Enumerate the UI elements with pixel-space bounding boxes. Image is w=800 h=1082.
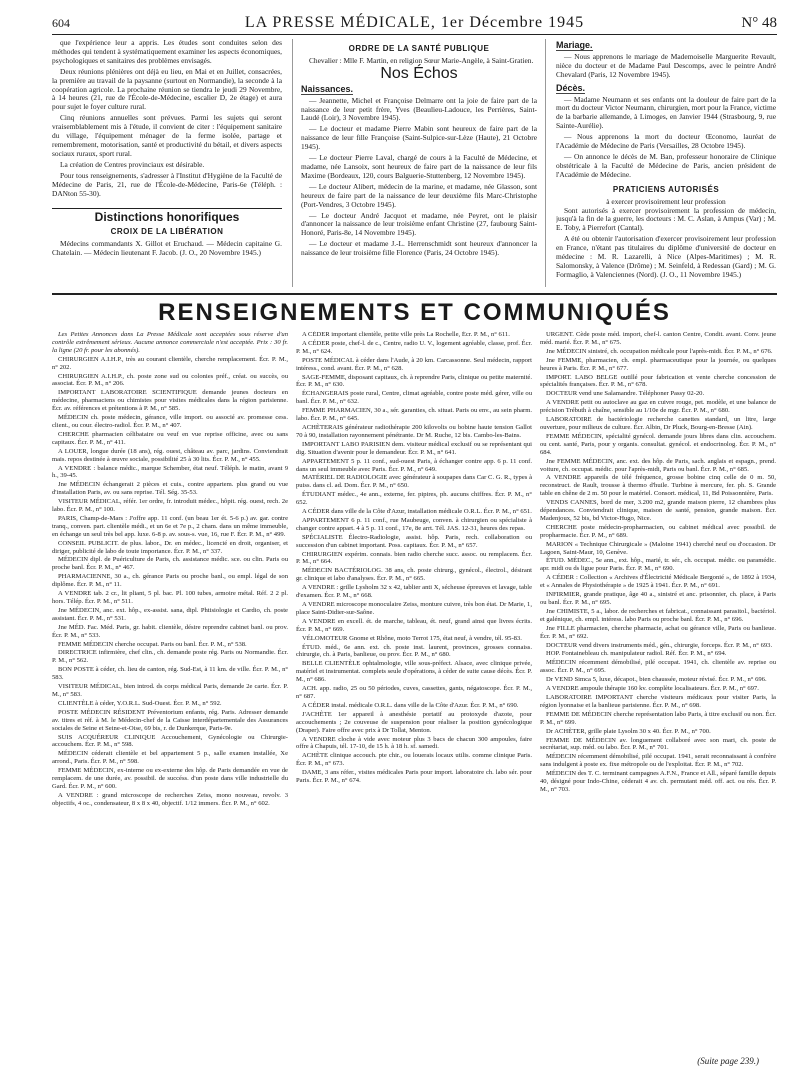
birth-notice: — Jeannette, Michel et Françoise Delmarre ont la joie de faire part de la naissance de leur petit frère, Yves (Beaulieu-Ladouce, les Perrières, Saint-Laudé (Loir), 3 Novembre 1945).	[301, 95, 537, 123]
classified-ad: ÉTUD. MÉDEC., 5e ann., ext. hôp., marié, tr. sér., ch. occupat. médic. ou paramédic. apr. midi ou ds ligue pour Paris. Écr. P. M., n° 690.	[540, 557, 776, 573]
classified-ad: CHIRURGIEN A.I.H.P., ch. poste zone sud ou colonies préf., créat. ou succès, ou associat. Écr. P. M., n° 206.	[52, 372, 288, 388]
classified-ad: A VENDRE appareils de télé fréquence, grosse bobine cinq celle de 0 m. 50, reconstruct. de Rault, trousse à thermo d'huile. Turbine à mercure, fer. ph. S. Grande table en chêne de 2 m. 50 pour le matériel. Consort. médical, 11, Bd Poissonnière, Paris.	[540, 474, 776, 498]
birth-notice: — Le docteur et madame Pierre Mabin sont heureux de faire part de la naissance de leur fille Françoise (Saint-Sulpice-sur-Lèze (Haute), 21 Octobre 1945).	[301, 124, 537, 152]
classified-ad: VÉLOMOTEUR Gnome et Rhône, moto Terrot 175, état neuf, à vendre, tél. 95-83.	[302, 634, 522, 642]
death-notice: — Madame Neumann et ses enfants ont la douleur de faire part de la mort du docteur Victor Neumann, chirurgien, mort pour la France, victime de la barbarie allemande, à Limoges, en Janvier 1944 (Strasbourg, 9, rue Sainte-Aurélie).	[556, 94, 776, 131]
classified-ad: MÉDECIN BACTÉRIOLOG. 38 ans, ch. poste chirurg., gynécol., électrol., désirant gr. clinique et labo d'analyses. Écr. P. M., n° 665.	[296, 567, 532, 583]
croix-text: Médecins commandants X. Gillot et Eruchaud. — Médecin capitaine G. Chatelain. — Médecin lieutenant F. Jacob. (J. O., 20 Novembre 1945.)	[52, 239, 282, 258]
classified-ad: ÉCHANGERAIS poste rural, Centre, climat agréable, contre poste méd. gérer, ville ou banl. Écr. P. M., n° 632.	[296, 390, 532, 406]
classified-ad: Jne FILLE pharmacien, cherche pharmacie, achat ou gérance ville, Paris ou banlieue. Écr. P. M., n° 692.	[540, 624, 776, 640]
classified-ad: Jne FEMME, pharmacien, ch. empl. pharmaceutique pour la journée, ou quelques heures à Paris. Écr. P. M., n° 677.	[540, 356, 776, 372]
classified-ad: SAGE-FEMME, disposant capitaux, ch. à reprendre Paris, clinique ou petite maternité. Écr. P. M., n° 630.	[296, 373, 532, 389]
classified-ad: VENDS CANNES, bord de mer, 3.200 m2, grande maison pierre, 12 chambres plus dépendances. Conviendrait clinique, maison de santé, pension, grande maison. Écr. Madenjoux, 52 bis, bd Victor-Hugo, Nice.	[540, 499, 776, 522]
praticiens-text: A été ou obtenir l'autorisation d'exercer provisoirement leur profession en France, n'étant pas titulaires du diplôme d'université de docteur en médecine : M. R. Lazarelli, à Nice (Alpes-Maritimes) ; M. R. Salomonsky, à Valence (Drôme) ; M. Seinfeld, à Redessan (Gard) ; M. G. Formaglio, à Valenciennes (Nord). (J. O., 11 Novembre 1945.)	[556, 234, 776, 279]
classified-ad: Jne FEMME MÉDECIN, anc. ext. des hôp. de Paris, sach. anglais et espagn., prend. voiture, ch. occupat. médic. pour l'après-midi, Paris ou banl. Écr. P. M., n° 685.	[540, 457, 776, 473]
classified-ad: ÉTUDIANT médec., 4e ann., externe, fer. pipires, ph. aucuns chiffres. Écr. P. M., n° 652.	[296, 491, 532, 507]
classified-ad: APPARTEMENT 5 p. 11 conf., sud-ouest Paris, à échanger contre app. 6 p. 11 conf. dans un seul immeuble avec Paris. Écr. P. M., n° 649.	[296, 457, 532, 473]
classified-ad: Dr VEND Simca 5, luxe, décapot., bien chaussée, moteur révisé. Écr. P. M., n° 696.	[546, 676, 767, 684]
classified-ad: Jne MÉDECIN échangerait 2 pièces et cuis., contre appartem. plus grand ou vue d'installation Paris, av. ou sans reprise. Tél. Ség. 35-53.	[52, 481, 288, 497]
classified-ad: CHERCHE poste médecin-propharmacien, ou cabinet médical avec possibil. de propharmacie. Écr. P. M., n° 689.	[540, 523, 776, 539]
birth-notice: — Le docteur Alibert, médecin de la marine, et madame, née Glasson, sont heureux de faire part de la naissance de leur deuxième fils Marc-Christophe (Port-Vendres, 3 Octobre 1945).	[301, 181, 537, 209]
journal-title: LA PRESSE MÉDICALE, 1er Décembre 1945	[244, 14, 585, 31]
classified-ad: PARIS, Champ-de-Mars : J'offre app. 11 conf. (un beau 1er ét. 5-6 p.) av. gar. contre tranq., conven. part. clientèle médi., et un 6e et 7e p., 2 cham. dans un même immeuble, en échange un seul très bel app. luxe. 6-8 p. av. sous-s. vue, 16, rue F. Écr. P. M., n° 499.	[52, 514, 288, 538]
ordre-title: ORDRE DE LA SANTÉ PUBLIQUE	[348, 44, 490, 53]
classified-ad: MÉDECIN récemment démobilisé, pilé occupat. 1941, serait reconnaissant à confrère sans indulgent à poste ex. fixe métropole ou de l'exploitat. Écr. P. M., n° 702.	[540, 753, 776, 769]
newspaper-page	[52, 14, 777, 1074]
classifieds-intro: Les Petites Annonces dans La Presse Médicale sont acceptées sous réserve d'un contrôle extrêmement sérieux. Aucune annonce commerciale n'est acceptée. Prix : 30 fr. la ligne (20 fr. pour les abonnés).	[52, 331, 288, 354]
classified-ad: HOP. Fontainebleau ch. manipulateur radiol. Réf. Écr. P. M., n° 694.	[546, 650, 727, 658]
article-paragraph: Cinq réunions annuelles sont prévues. Parmi les sujets qui seront vraisemblablement mis à l'étude, il convient de citer : l'équipement sanitaire du village, l'équipement ménager de la ferme isolée, partage et remembrement, motorisation, santé et productivité du bétail, et divers aspects sociaux ruraux, sport rural.	[52, 113, 282, 158]
article-paragraph: La création de Centres provinciaux est désirable.	[60, 159, 205, 169]
classified-ad: DOCTEUR vend divers instruments méd., gén., chirurgie, forceps. Écr. P. M., n° 693.	[546, 641, 773, 649]
classified-ad: A LOUER, longue durée (18 ans), rég. ouest, château av. parc, jardins. Conviendrait mais. repos destinée à œuvre sociale, possibilité 25 à 30 lits. Écr. P. M., n° 455.	[52, 447, 288, 463]
upper-section	[52, 39, 777, 287]
article-paragraph: Pour tous renseignements, s'adresser à l'Institut d'Hygiène de la Faculté de Médecine de Paris, 21, rue de l'École-de-Médecine, Paris-6e (Téléph. : DANton 55-30).	[52, 170, 282, 198]
classified-ad: A VENDRE ampoule thérapie 160 kv. complète localisateurs. Écr. P. M., n° 697.	[546, 685, 759, 693]
issue-number: N° 48	[741, 15, 777, 31]
classifieds-section	[52, 331, 777, 1031]
ordre-text: Chevalier : Mlle F. Martin, en religion Sœur Marie-Angèle, à Saint-Gratien.	[309, 55, 534, 65]
page-number: 604	[52, 16, 70, 30]
section-banner: RENSEIGNEMENTS ET COMMUNIQUÉS	[52, 293, 777, 331]
croix-title: CROIX DE LA LIBÉRATION	[110, 227, 224, 237]
classified-ad: FEMME PHARMACIEN, 30 a., sér. garanties, ch. situat. Paris ou env., au sein pharm. labo. Écr. P. M., n° 645.	[296, 407, 532, 423]
column-left	[52, 39, 282, 287]
mariage-text: — Nous apprenons le mariage de Mademoiselle Marguerite Revault, nièce du docteur et de Madame Paul Descomps, avec le peintre André Chevalard (Paris, 12 Novembre 1945).	[556, 51, 776, 79]
classified-ad: CONSEIL PUBLICIT. de plus. labor., Dr. en médec., licencié en droit, organiser, et diriger, publicité de labo de toute importance. Écr. P. M., n° 337.	[52, 539, 288, 555]
classified-ad: BELLE CLIENTÈLE ophtalmologie, ville sous-préfect. Alsace, avec clinique privée, matériel et instrumentat. complets seule d'opérations, à céder de suite cause décès. Écr. P. M., n° 686.	[296, 660, 532, 684]
article-paragraph: Deux réunions plénières ont déjà eu lieu, en Mai et en Juillet, consacrées, la première au travail de la paysanne (surtout en Normandie), la seconde à la coopération agricole. La prochaine réunion se tiendra le jeudi 29 Novembre, à 14 heures (21, rue de l'École-de-Médecine, escalier D, 2e étage) et aura pour sujet le foyer culture rural.	[52, 66, 282, 112]
echos-title: Nos Échos	[380, 64, 458, 82]
classified-ad: MATÉRIEL DE RADIOLOGIE avec générateur à soupapes dans Car C. G. R., types à puiss. dans cl. ad. Dom. Écr. P. M., n° 650.	[296, 474, 532, 490]
praticiens-title: PRATICIENS AUTORISÉS	[612, 184, 720, 194]
birth-notice: — Le docteur et madame J.-L. Herrenschmidt sont heureux d'annoncer la naissance de leur troisième fille Florence (Paris, 24 Octobre 1945).	[301, 239, 537, 258]
classified-ad: LABORATOIRE de bactériologie recherche canettes standard, un litre, large ouverture, pour milieux de culture. Écr. Albin, Dr Pluck, Bourg-en-Bresse (Ain).	[540, 416, 776, 431]
birth-notice: — Le docteur André Jacquot et madame, née Peyret, ont le plaisir d'annoncer la naissance de leur troisième enfant Christine (27, faubourg Saint-Honoré, Paris-8e, 14 Novembre 1945).	[301, 210, 537, 238]
classified-ad: IMPORTANT LABO PARISIEN dem. visiteur médical exclusif ou se représentant qui dig. Situation d'avenir pour le demandeur. Écr. P. M., n° 641.	[296, 440, 532, 456]
classified-ad: DAME, 3 ans réfer., visites médicales Paris pour import. laboratoire ch. labo sér. pour Paris. Écr. P. M., n° 674.	[296, 769, 532, 785]
classified-ad: A CÉDER important clientèle, petite ville près La Rochelle, Écr. P. M., n° 611.	[302, 331, 510, 338]
classified-ad: CLIENTÈLE à céder, Y.O.R.L. Sud-Ouest. Écr. P. M., n° 592.	[58, 699, 222, 707]
praticiens-subtitle: à exercer provisoirement leur profession	[606, 196, 726, 206]
column-middle	[292, 39, 546, 287]
classified-ad: MÉDECIN ch. poste médecin, gérance, ville import. ou associé av. promesse cess. client., ou cour. électro-radiol. Écr. P. M., n° 407.	[52, 414, 288, 429]
classified-ad: Jne MÉDECIN sinistré, ch. occupation médicale pour l'après-midi. Écr. P. M., n° 676.	[546, 347, 773, 355]
classified-ad: URGENT. Cède poste méd. import, chef-l. canton Centre, Condit. avant. Conv. jeune méd. marié. Écr. P. M., n° 675.	[540, 331, 776, 346]
classified-ad: FEMME MÉDECIN cherche occupat. Paris ou banl. Écr. P. M., n° 538.	[58, 640, 247, 648]
classified-ad: INFIRMIER, grande pratique, âge 40 a., sinistré et anc. prisonnier, ch. place, à Paris ou banl. Écr. P. M., n° 695.	[540, 591, 776, 606]
classified-ad: ÉTUD. méd., 6e ann. ext. ch. poste inst. laurent, provinces, grosses connaiss. chirurgie, ch. à Paris, banlieue, ou prov. Écr. P. M., n° 680.	[296, 643, 532, 659]
classified-ad: A VENDRE en excell. ét. de marche, tableau, ét. neuf, grand ainsi que livres écrits. Écr. P. M., n° 669.	[296, 617, 532, 633]
classifieds-column-3	[540, 331, 776, 1031]
classified-ad: LABORATOIRE IMPORTANT cherche visiteurs médicaux pour visiter Paris, la région lyonnaise et la banlieue parisienne. Écr. P. M., n° 698.	[540, 693, 776, 709]
classified-ad: FEMME MÉDECIN, spécialité gynécol. demande jours libres dans clin. accouchem. ou cent. santé, Paris, pour y organis. consultat. gynécol. et endocrinolog. Écr. P. M., n° 684.	[540, 432, 776, 456]
classified-ad: A CÉDER dans ville de la Côte d'Azur, installation médicale O.R.L. Écr. P. M., n° 651.	[302, 508, 532, 516]
classified-ad: SPÉCIALISTE Électro-Radiologie, assist. hôp. Paris, rech. collaboration ou succession d'un cabinet important. Poss. capitaux. Écr. P. M., n° 657.	[296, 533, 532, 549]
classified-ad: A VENDRE : grille Lysholm 32 x 42, tablier anti X, sécheuse épreuves et lavage, table d'examen. Écr. P. M., n° 668.	[296, 584, 532, 600]
classified-ad: Jne MÉDECIN, anc. ext. hôp., ex-assist. sana, dipl. Phtisiologie et Cardio, ch. poste assistant. Écr. P. M., n° 531.	[52, 606, 288, 622]
classified-ad: VISITEUR MÉDICAL, bien introd. ds corps médical Paris, demande 2e carte. Écr. P. M., n° 583.	[52, 683, 288, 698]
classified-ad: A VENDRE cloche à vide avec moteur plus 3 bacs de chacun 300 ampoules, faire offre à Chapuis, tél. 17-10, de 15 h. à 18 h. sf. samedi.	[296, 735, 532, 751]
classified-ad: A CÉDER : Collection « Archives d'Électricité Médicale Bergonié », de 1892 à 1934, et « Annales de Physiothérapie » de 1925 à 1941. Écr. P. M., n° 691.	[540, 574, 776, 590]
classified-ad: FEMME DE MÉDECIN av. longuement collaboré avec son mari, ch. poste de secrétariat, sup. méd. ou labo. Écr. P. M., n° 701.	[540, 736, 776, 752]
classified-ad: FEMME DE MÉDECIN cherche représentation labo Paris, à titre exclusif ou non. Écr. P. M., n° 699.	[540, 710, 776, 726]
classified-ad: Jne MÉD. Fac. Méd. Paris, gr. habit. clientèle, désire reprendre cabinet banl. ou prov. Écr. P. M., n° 533.	[52, 623, 288, 639]
classified-ad: ACHÈTERAIS générateur radiothérapie 200 kilovolts ou bobine haute tension Gallot 70 à 90, installation rayonnement pénétrante. Dr M. Ruche, 12 bis. Cambo-les-Bains.	[296, 423, 532, 439]
classified-ad: SUIS ACQUÉREUR CLINIQUE Accouchement, Gynécologie ou Chirurgie-accouchem. Écr. P. M., n° 598.	[52, 733, 288, 749]
classifieds-column-2	[296, 331, 532, 1031]
deces-title: Décès.	[556, 82, 586, 93]
distinctions-title: Distinctions honorifiques	[52, 208, 282, 222]
naissances-title: Naissances.	[301, 83, 354, 94]
mariage-title: Mariage.	[556, 40, 593, 50]
column-right	[556, 39, 776, 287]
classified-ad: IMPORT. LABO BELGE outillé pour fabrication et vente cherche concession de spécialités françaises. Écr. P. M., n° 678.	[540, 373, 776, 389]
classified-ad: MÉDECIN dipl. de Puériculture de Paris, ch. assistance médic. sce. ou clin. Paris ou proche banl. Écr. P. M., n° 467.	[52, 556, 288, 572]
classified-ad: PHARMACIENNE, 30 a., ch. gérance Paris ou proche banl., ou empl. légal de son diplôme. Écr. P. M., n° 11.	[52, 573, 288, 589]
birth-notice: — Le docteur Pierre Laval, chargé de cours à la Faculté de Médecine, et madame, née Lansoix, sont heureux de faire part de la naissance de leur fils Maxime (Bordeaux, 120, cours Balguerie-Stuttenberg, 12 Novembre 1945).	[301, 153, 537, 180]
classified-ad: J'ACHÈTE 1er appareil à anesthésie portatif au protoxyde d'azote, pour accouchements ; 2e couveuse de suspension pour réaliser la position gynécologique (Draper). Faire offre avec prix à Dr Tollat, Menton.	[296, 710, 532, 734]
classified-ad: A VENDRE : balance médic., marque Schember, état neuf. Téléph. le matin, avant 9 h., 39-45.	[52, 464, 288, 480]
classified-ad: MÉDECIN des T. C. terminant campagnes A.F.N., France et All., séparé famille depuis 40, désigné pour Indo-Chine, céderait 4 av. ch. permutant méd. off. act. ou rés. Écr. P. M., n° 703.	[540, 770, 776, 793]
classified-ad: A CÉDER poste, chef-l. de c., Centre, radio U. V., logement agréable, classe, prof. Écr. P. M., n° 624.	[296, 339, 532, 355]
classified-ad: A VENDRE tab. 2 cr., lit pliant, 5 pl. bac. Pl. 100 tubes, armoire métal. Réf. 2 2 pl. hors. Télép. Écr. P. M., n° 511.	[52, 590, 288, 605]
classified-ad: BON POSTE à céder, ch. lieu de canton, rég. Sud-Est, à 11 km. de ville. Écr. P. M., n° 583.	[52, 666, 288, 682]
classified-ad: FEMME MÉDECIN, ex-interne ou ex-externe des hôp. de Paris demandée en vue de remplacem. de une durée, av. possibil. de succéss. d'un poste dans ville industrielle du Gard. Écr. P. M., n° 600.	[52, 767, 288, 790]
classified-ad: APPARTEMENT 6 p. 11 conf., rue Maubeuge, conven. à chirurgien ou spécialiste à changer contre appart. 4 à 5 p. 11 conf., 17e, 8e arrt. Tél. JAS. 12-31, heures des repas.	[296, 516, 532, 532]
classified-ad: MÉDECIN récemment démobilisé, pilé occupat. 1941, ch. clientèle av. reprise ou assoc. Écr. P. M., n° 695.	[540, 659, 776, 675]
classified-ad: IMPORTANT LABORATOIRE SCIENTIFIQUE demande jeunes docteurs en médecine, pharmaciens ou chimistes pour visites médicales dans la région parisienne. Écr. av. références et prétentions à P. M., n° 585.	[52, 389, 288, 413]
classified-ad: DIRECTRICE infirmière, chef clin., ch. demande poste rég. Paris ou Normandie. Écr. P. M., n° 562.	[52, 649, 288, 665]
classified-ad: A VENDRE microscope monoculaire Zeiss, monture cuivre, très bon état. Dr Marie, 1, place Saint-Didier-sur-Saône.	[296, 601, 532, 616]
classified-ad: POSTE MÉDECIN RÉSIDENT Préventorium enfants, rég. Paris. Adresser demande av. titres et réf. à M. le Médecin-chef de la Caisse interdépartementale des Assurances sociales de Seine et Seine-et-Oise, 69 bis, r. de Dunkerque, Paris-9e.	[52, 708, 288, 732]
classified-ad: A CÉDER instal. médicale O.R.L. dans ville de la Côte d'Azur. Écr. P. M., n° 690.	[302, 701, 519, 709]
page-header	[52, 14, 777, 35]
classified-ad: A VENDRE : grand microscope de recherches Zeiss, mono nouveau, revolv. 3 objectifs, 4 oc., condensateur, 8 x 8 x 40, objectif. 1/12 immers. Écr. P. M., n° 602.	[52, 791, 288, 807]
classified-ad: A VENDRE petit ou autoclave au gaz en cuivre rouge, pet. modèle, et une balance de précision Trébuth à chaîne, sensible au 1/10e de mgr. Écr. P. M., n° 680.	[540, 399, 776, 415]
classified-ad: ACHÈTE clinique accouch. pte chir., ou louerais locaux utilis. comme clinique Paris. Écr. P. M., n° 673.	[296, 752, 532, 768]
article-paragraph: que l'expérience leur a appris. Les études sont conduites selon des méthodes qui tendent à systématiquement examiner les aspects économiques, psychologiques et sanitaires des problèmes envisagés.	[52, 39, 282, 65]
classified-ad: VISITEUR MÉDICAL, référ. 1er ordre, fr. introduit médec., hôpit. rég. ouest, rech. 2e labo. Écr. P. M., n° 100.	[52, 498, 288, 514]
classified-ad: DOCTEUR vend une Salamandre. Téléphoner Passy 02-20.	[546, 390, 705, 398]
classified-ad: MARION « Technique Chirurgicale » (Maloine 1941) cherché neuf ou d'occasion. Dr Lagoen, Saint-Maur, 10, Genève.	[540, 540, 776, 556]
classified-ad: Jne CHIMISTE, 5 a., labor. de recherches et fabricat., connaissant parasitol., bactériol. et galénique, ch. empl. intéress. labo Paris ou proche banl. Écr. P. M., n° 696.	[540, 607, 776, 623]
classified-ad: ACH. app. radio, 25 ou 50 périodes, cuves, cassettes, gants, négatoscope. Écr. P. M., n° 687.	[296, 685, 532, 700]
continued-note: (Suite page 239.)	[697, 1056, 759, 1066]
death-notice: — On annonce le décès de M. Ban, professeur honoraire de Clinique obstétricale à la Faculté de Médecine de Paris, ancien président de l'Académie de Médecine.	[556, 151, 776, 179]
classified-ad: CHERCHE pharmacien célibataire ou veuf en vue reprise officine, avec ou sans capitaux. Écr. P. M., n° 411.	[52, 430, 288, 446]
death-notice: — Nous apprenons la mort du docteur Œconomo, lauréat de l'Académie de Médecine de Paris (Versailles, 28 Octobre 1945).	[556, 132, 776, 151]
classified-ad: CHIRURGIEN expérim. connais. bien radio cherche succ. assoc. ou remplacem. Écr. P. M., n° 664.	[296, 550, 532, 566]
classified-ad: POSTE MÉDICAL à céder dans l'Aude, à 20 km. Carcassonne. Seul médecin, rapport intéress., cond. avant. Écr. P. M., n° 628.	[296, 356, 532, 372]
praticiens-text: Sont autorisés à exercer provisoirement la profession de médecin, jusqu'à la fin de la guerre, les docteurs : M. C. Aslan, à Ampus (Var) ; M. E. Toby, à Pierrefort (Cantal).	[556, 205, 776, 233]
classifieds-column-1	[52, 331, 288, 1031]
classified-ad: CHIRURGIEN A.I.H.P., très au courant clientèle, cherche remplacement. Écr. P. M., n° 202.	[52, 355, 288, 371]
classified-ad: MÉDECIN céderait clientèle et bel appartement 5 p., salle examen installée, Xe arrond., Paris. Écr. P. M., n° 598.	[52, 750, 288, 766]
classified-ad: Dr ACHÈTER, grille plate Lysolm 30 x 40. Écr. P. M., n° 700.	[546, 727, 711, 735]
